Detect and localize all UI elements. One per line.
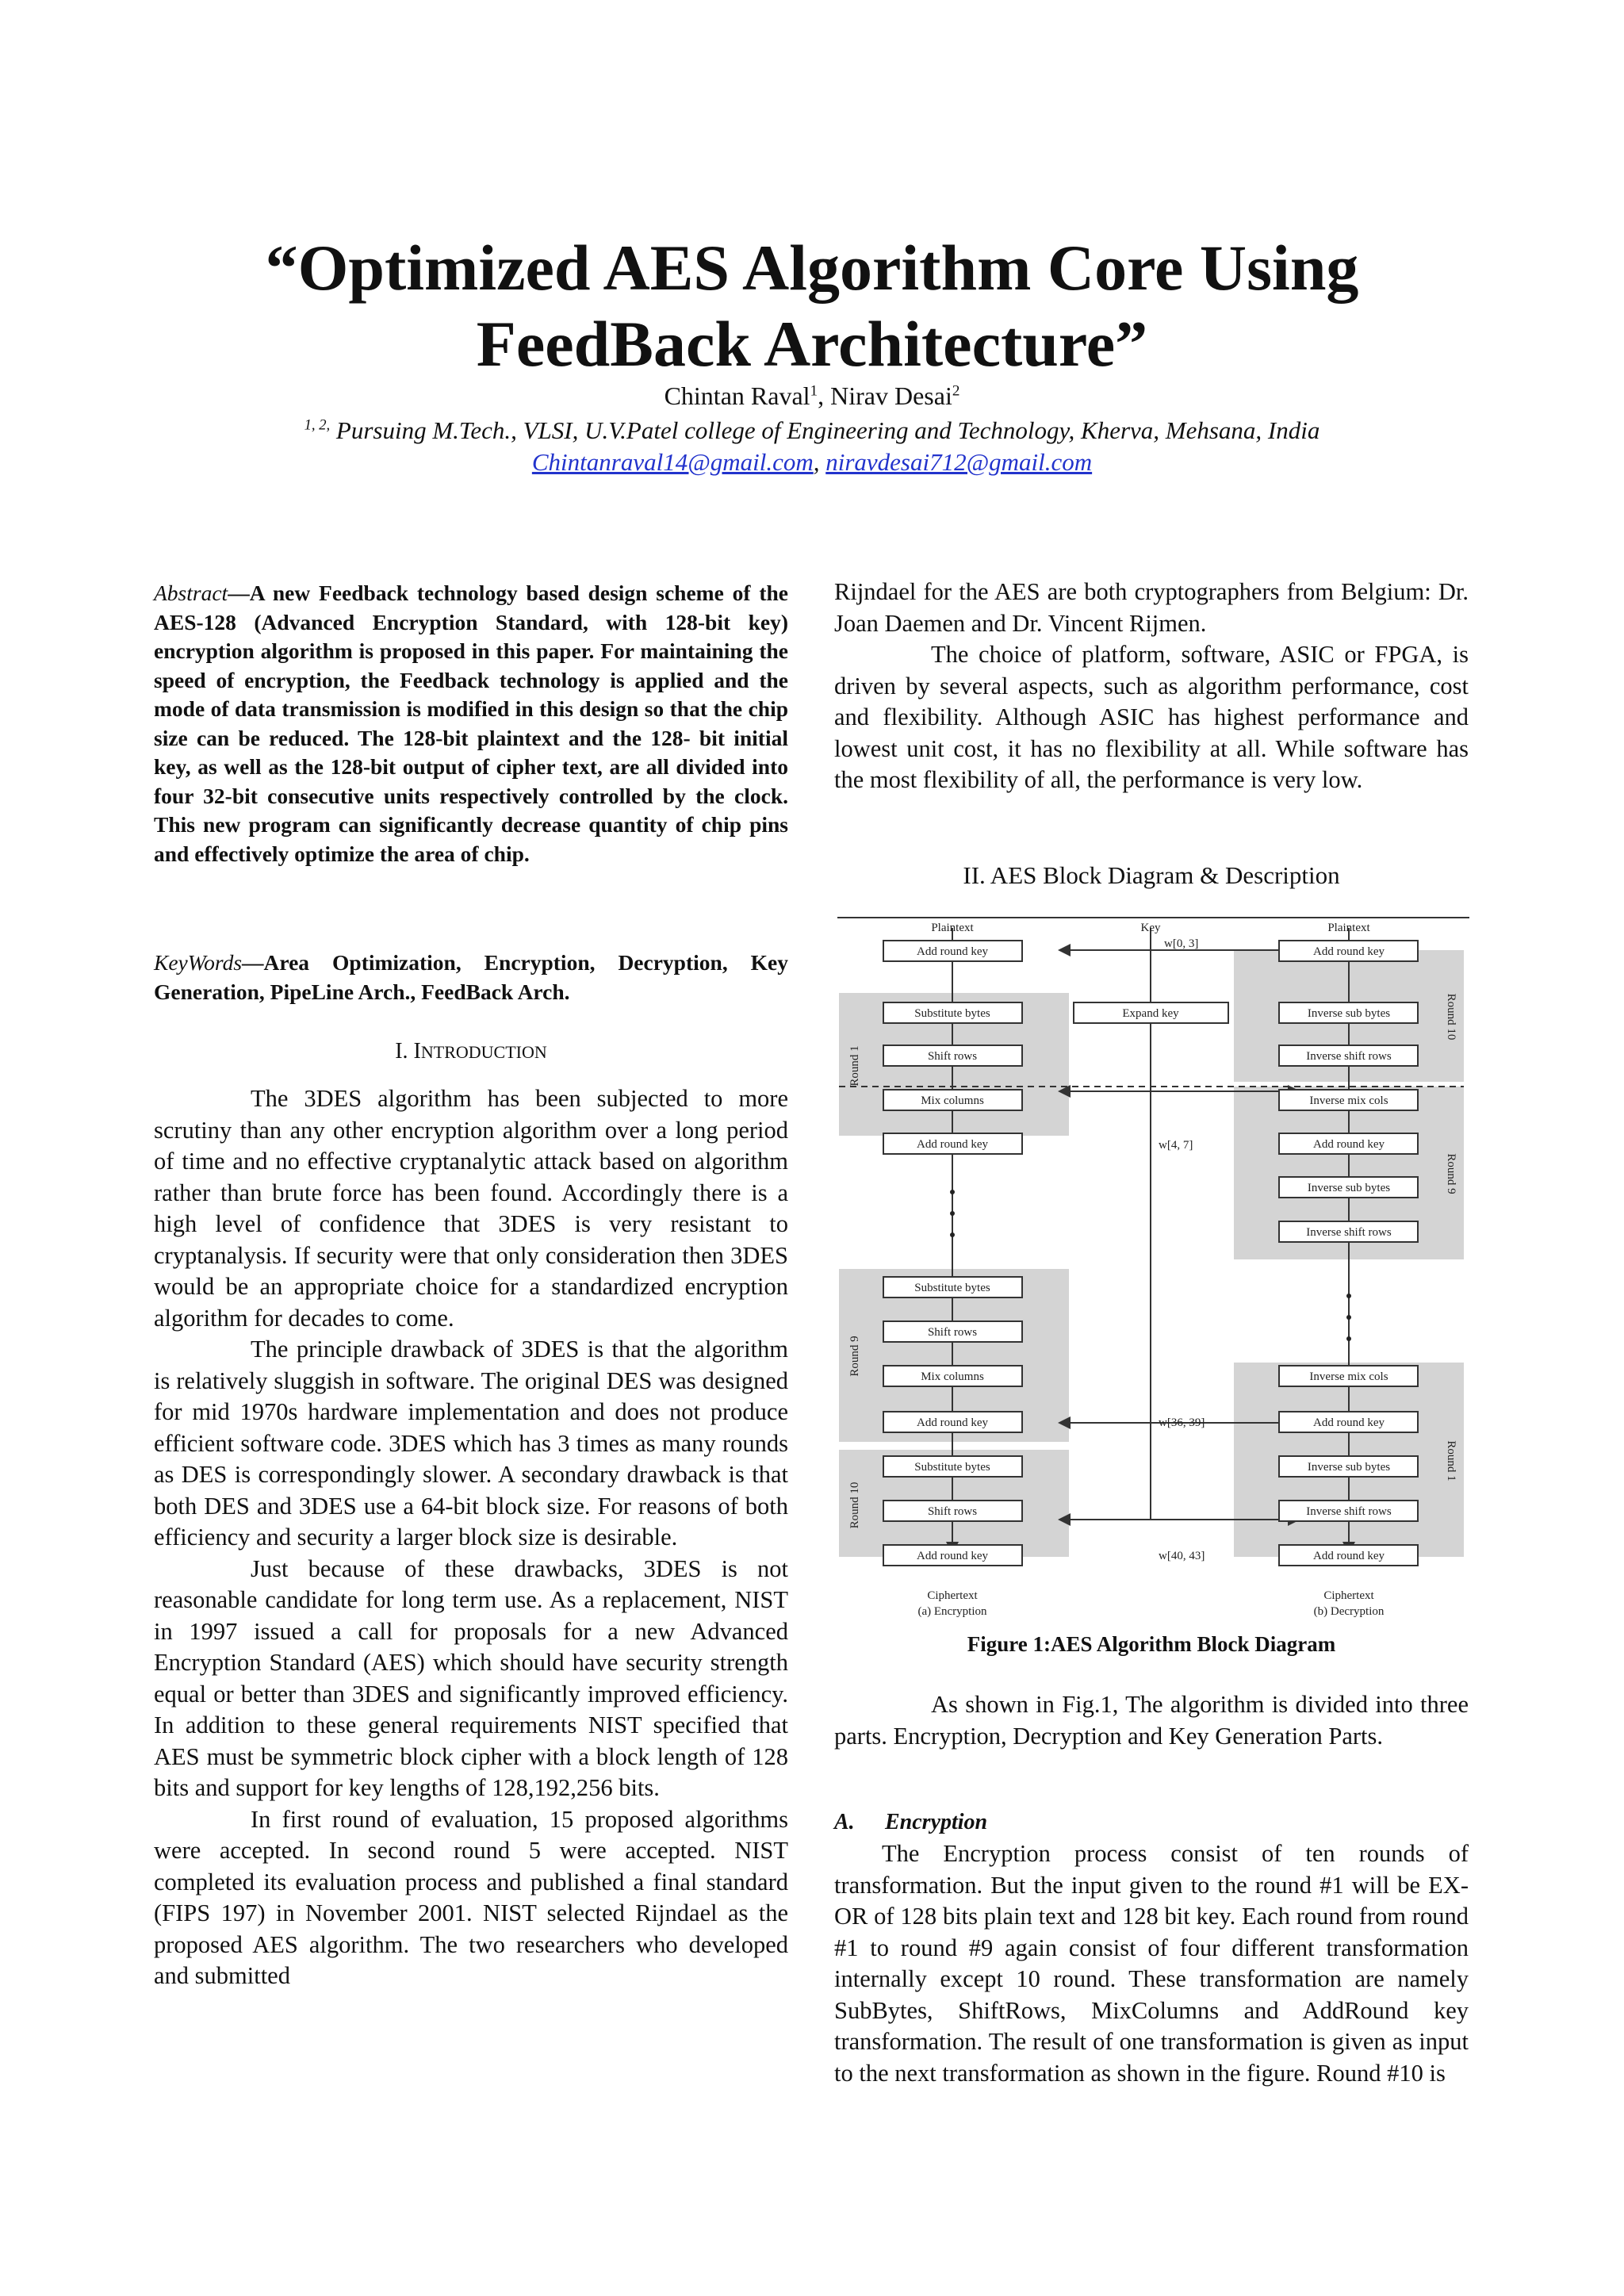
- fig-round-label: Round 9: [1445, 1153, 1457, 1194]
- fig-round-label: Round 1: [1445, 1440, 1457, 1481]
- intro-paragraph: In first round of evaluation, 15 proposed algorithms were accepted. In second round 5 were accepted. NIST completed its evaluation process and published a final standard (FIPS 197) in November 2001. NIST selected Rijndael as the proposed AES algorithm. The two researchers who developed and submitted: [154, 1805, 788, 1989]
- fig-ciphertext-right: Ciphertext: [1323, 1589, 1374, 1602]
- fig-box-label: Add round key: [1313, 1416, 1385, 1429]
- fig-round-label: Round 1: [848, 1045, 861, 1087]
- fig-box-label: Inverse mix cols: [1309, 1370, 1388, 1383]
- aes-block-diagram-figure: [837, 917, 1469, 1638]
- section-1-title: NTRODUCTION: [420, 1042, 547, 1062]
- email-sep: ,: [813, 448, 826, 476]
- intro-paragraph: The principle drawback of 3DES is that the algorithm is relatively sluggish in software. The original DES was designed for mid 1970s hardware implementation and does not produce efficient software code. 3DES which has 3 times as many rounds as DES is correspondingly slower. A secondary drawback is that both DES and 3DES use a 64-bit block size. For reasons of both efficiency and security a larger block size is desirable.: [154, 1336, 788, 1550]
- abstract-text: —A new Feedback technology based design scheme of the AES-128 (Advanced Encryption Standard, with 128-bit key) encryption algorithm is proposed in this paper. For maintaining the speed of encryption, the Feedback technology is applied and the mode of data transmission is modified in this design so that the chip size can be reduced. The 128-bit plaintext and the 128- bit initial key, as well as the 128-bit output of cipher text, are all divided into four 32-bit consecutive units respectively controlled by the clock. This new program can significantly decrease quantity of chip pins and effectively optimize the area of chip.: [154, 581, 788, 866]
- fig-key-label: w[40, 43]: [1159, 1550, 1205, 1562]
- paper-title: [119, 230, 1505, 382]
- fig-plaintext-right: Plaintext: [1327, 922, 1370, 934]
- fig-box-label: Mix columns: [921, 1094, 984, 1107]
- fig-sub-encryption: (a) Encryption: [917, 1605, 987, 1618]
- email-link-2[interactable]: niravdesai712@gmail.com: [825, 448, 1093, 476]
- author-2-sup: 2: [952, 382, 960, 400]
- after-figure-paragraph: As shown in Fig.1, The algorithm is divided into three parts. Encryption, Decryption and Key Generation Parts.: [834, 1691, 1469, 1750]
- fig-box-label: Mix columns: [921, 1370, 984, 1383]
- fig-box-label: Substitute bytes: [914, 1282, 990, 1294]
- fig-box-label: Shift rows: [927, 1326, 978, 1339]
- title-line-1: “Optimized AES Algorithm Core Using: [265, 232, 1359, 304]
- author-1-sup: 1: [810, 382, 818, 400]
- author-1: Chintan Raval: [664, 381, 810, 410]
- fig-box-label: Inverse sub bytes: [1307, 1182, 1391, 1194]
- right-column-top: [834, 577, 1469, 796]
- right-paragraph: Rijndael for the AES are both cryptographers from Belgium: Dr. Joan Daemen and Dr. Vincent Rijmen.: [834, 578, 1469, 637]
- emails: [119, 447, 1505, 477]
- section-1-number: I. I: [395, 1039, 421, 1064]
- fig-box-label: Shift rows: [927, 1050, 978, 1063]
- section-heading-introduction: [154, 1039, 788, 1064]
- fig-ciphertext-left: Ciphertext: [927, 1589, 978, 1602]
- right-paragraph: The choice of platform, software, ASIC or FPGA, is driven by several aspects, such as algorithm performance, cost and flexibility. Although ASIC has highest performance and lowest unit cost, it has no flexibility at all. While software has the most flexibility of all, the performance is very low.: [834, 641, 1469, 793]
- affiliation: [119, 416, 1505, 446]
- subsection-label: A.: [834, 1810, 855, 1834]
- fig-key: Key: [1140, 922, 1161, 934]
- encryption-body: [834, 1838, 1469, 2089]
- abstract-label: Abstract: [154, 581, 228, 605]
- author-sep: ,: [818, 381, 831, 410]
- fig-box-label: Add round key: [917, 1138, 988, 1151]
- intro-paragraph: The 3DES algorithm has been subjected to more scrutiny than any other encryption algorithm over a long period of time and no effective cryptanalytic attack based on algorithm rather than brute force has been found. Accordingly there is a high level of confidence that 3DES is very resistant to cryptanalysis. If security were that only consideration then 3DES would be an appropriate choice for a standardized encryption algorithm for decades to come.: [154, 1085, 788, 1332]
- keywords: [154, 949, 788, 1006]
- fig-box-label: Inverse shift rows: [1306, 1226, 1392, 1239]
- fig-box-label: Add round key: [1313, 945, 1385, 958]
- affiliation-sup: 1, 2,: [304, 416, 331, 434]
- fig-plaintext-left: Plaintext: [931, 922, 974, 934]
- authors: [119, 381, 1505, 411]
- fig-box-label: Inverse shift rows: [1306, 1050, 1392, 1063]
- fig-key-label: w[0, 3]: [1164, 937, 1199, 950]
- author-2: Nirav Desai: [830, 381, 952, 410]
- fig-box-label: Substitute bytes: [914, 1007, 990, 1020]
- fig-key-label: w[4, 7]: [1159, 1139, 1193, 1152]
- fig-box-label: Add round key: [1313, 1138, 1385, 1151]
- fig-round-label: Round 10: [848, 1481, 861, 1529]
- fig-box-label: Inverse mix cols: [1309, 1094, 1388, 1107]
- keywords-label: KeyWords: [154, 950, 243, 975]
- fig-round-label: Round 9: [848, 1336, 861, 1377]
- fig-box-label: Inverse sub bytes: [1307, 1461, 1391, 1474]
- aes-block-diagram: [837, 918, 1469, 1638]
- subsection-title: Encryption: [885, 1810, 988, 1834]
- fig-box-label: Inverse sub bytes: [1307, 1007, 1391, 1020]
- fig-box-label: Add round key: [917, 945, 988, 958]
- email-link-1[interactable]: Chintanraval14@gmail.com: [531, 448, 814, 476]
- fig-box-label: Expand key: [1122, 1007, 1179, 1020]
- fig-box-label: Inverse shift rows: [1306, 1505, 1392, 1518]
- abstract: [154, 579, 788, 868]
- section-heading-aes-block-diagram: II. AES Block Diagram & Description: [963, 861, 1340, 889]
- introduction-body: [154, 1083, 788, 1992]
- encryption-paragraph: The Encryption process consist of ten rounds of transformation. But the input given to the round #1 will be EX-OR of 128 bits plain text and 128 bit key. Each round from round #1 to round #9 again consist of four different transformation internally except 10 round. These transformation are namely SubBytes, ShiftRows, MixColumns and AddRound key transformation. The result of one transformation is given as input to the next transformation as shown in the figure. Round #10 is: [834, 1840, 1469, 2087]
- subsection-heading-encryption: [834, 1810, 987, 1835]
- fig-box-label: Shift rows: [927, 1505, 978, 1518]
- fig-round-label: Round 10: [1445, 993, 1457, 1041]
- fig-box-label: Add round key: [917, 1550, 988, 1562]
- keywords-text: —Area Optimization, Encryption, Decryption, Key Generation, PipeLine Arch., FeedBack Arch.: [154, 950, 788, 1004]
- fig-box-label: Add round key: [917, 1416, 988, 1429]
- affiliation-text: Pursuing M.Tech., VLSI, U.V.Patel college of Engineering and Technology, Kherva, Mehsana, India: [330, 416, 1320, 444]
- after-figure-text: [834, 1689, 1469, 1752]
- fig-sub-decryption: (b) Decryption: [1313, 1605, 1385, 1618]
- fig-box-label: Substitute bytes: [914, 1461, 990, 1474]
- fig-box-label: Add round key: [1313, 1550, 1385, 1562]
- figure-caption: Figure 1:AES Algorithm Block Diagram: [967, 1632, 1336, 1656]
- fig-key-label: w[36, 39]: [1159, 1416, 1205, 1429]
- intro-paragraph: Just because of these drawbacks, 3DES is not reasonable candidate for long term use. As a replacement, NIST in 1997 issued a call for proposals for a new Advanced Encryption Standard (AES) which should have security strength equal or better than 3DES and significantly improved efficiency. In addition to these general requirements NIST specified that AES must be symmetric block cipher with a block length of 128 bits and support for key lengths of 128,192,256 bits.: [154, 1554, 788, 1801]
- title-line-2: FeedBack Architecture”: [476, 308, 1148, 380]
